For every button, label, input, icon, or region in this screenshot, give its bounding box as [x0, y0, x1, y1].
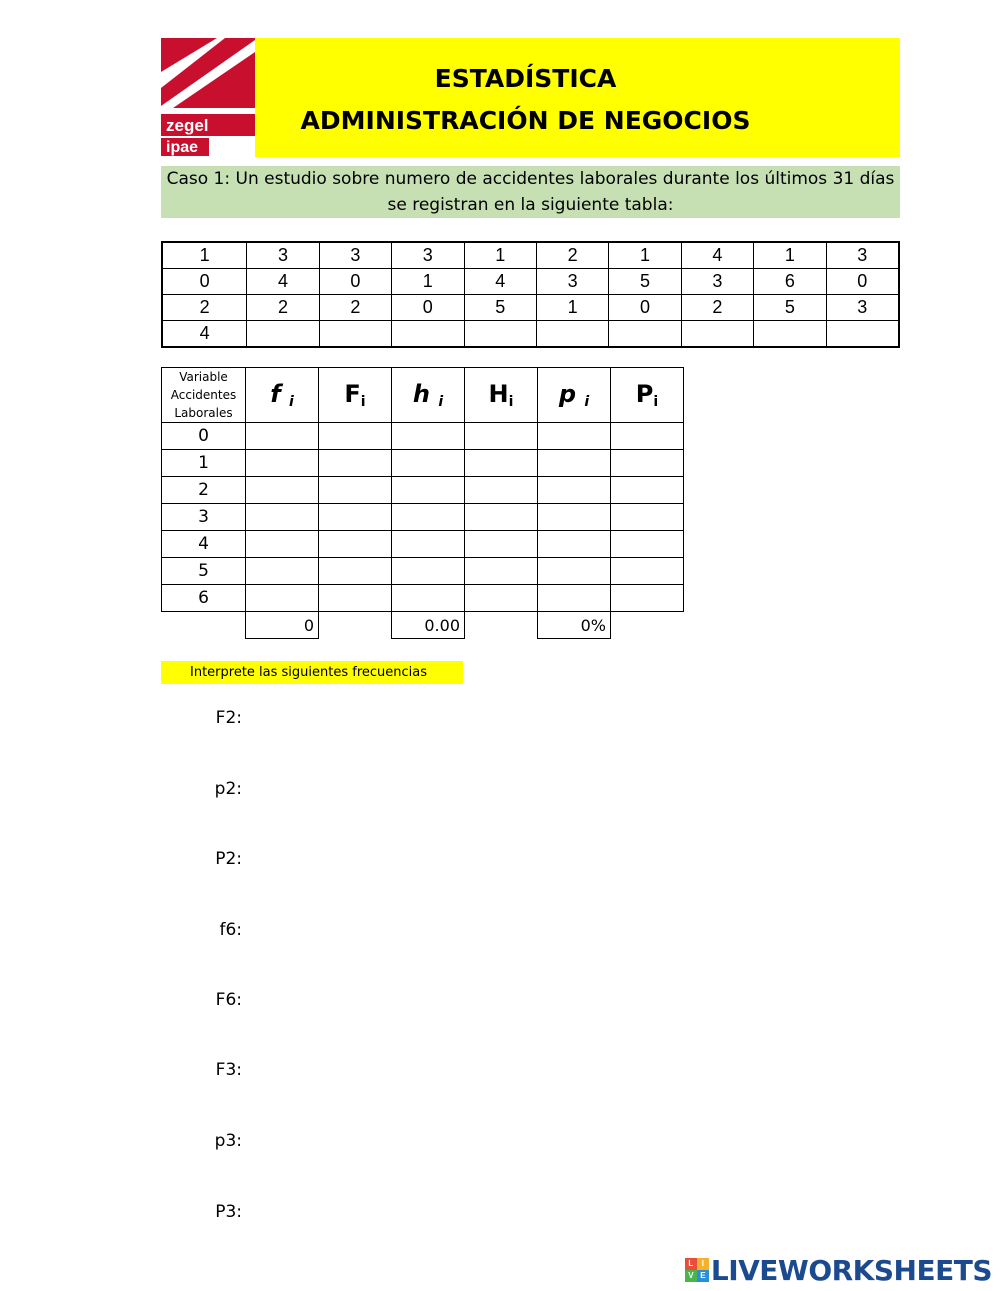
data-cell: 0	[319, 269, 391, 295]
frequency-row	[162, 531, 684, 558]
data-cell: 1	[162, 242, 247, 269]
answer-cell-Pi[interactable]	[611, 450, 684, 477]
question-label: p3:	[214, 1131, 242, 1151]
data-cell: 0	[826, 269, 899, 295]
data-cell	[536, 321, 608, 348]
answer-cell-pi[interactable]	[538, 450, 611, 477]
answer-cell-hi[interactable]	[392, 477, 465, 504]
answer-cell-hi[interactable]	[392, 450, 465, 477]
question-label: F3:	[215, 1060, 242, 1080]
data-cell	[247, 321, 319, 348]
data-cell	[464, 321, 536, 348]
header-hi: h $_i$	[392, 368, 465, 423]
answer-cell-hi[interactable]	[392, 531, 465, 558]
variable-value: 1	[162, 450, 246, 477]
data-cell: 0	[609, 295, 681, 321]
total-pi: 0%	[538, 612, 611, 639]
liveworksheets-logo-icon: L I V E	[685, 1258, 709, 1282]
variable-value: 3	[162, 504, 246, 531]
data-cell: 3	[319, 242, 391, 269]
data-cell	[392, 321, 464, 348]
frequency-row	[162, 477, 684, 504]
title-band	[255, 38, 900, 157]
variable-value: 6	[162, 585, 246, 612]
answer-cell-Hi[interactable]	[465, 558, 538, 585]
answer-cell-fi[interactable]	[246, 531, 319, 558]
frequency-table	[161, 367, 684, 639]
data-cell: 2	[247, 295, 319, 321]
frequency-row	[162, 450, 684, 477]
header-Fi: $F_i$	[319, 368, 392, 423]
frequency-row	[162, 585, 684, 612]
header-Hi: $H_i$	[465, 368, 538, 423]
question-label: p2:	[214, 779, 242, 799]
answer-cell-Fi[interactable]	[319, 450, 392, 477]
answer-cell-pi[interactable]	[538, 585, 611, 612]
answer-cell-Hi[interactable]	[465, 477, 538, 504]
answer-cell-pi[interactable]	[538, 423, 611, 450]
answer-cell-Hi[interactable]	[465, 585, 538, 612]
title-line-1: ESTADÍSTICA	[434, 64, 617, 93]
data-cell: 0	[162, 269, 247, 295]
data-cell: 1	[464, 242, 536, 269]
variable-value: 2	[162, 477, 246, 504]
data-cell	[826, 321, 899, 348]
answer-cell-Fi[interactable]	[319, 531, 392, 558]
answer-cell-Hi[interactable]	[465, 423, 538, 450]
data-cell: 6	[754, 269, 826, 295]
answer-cell-Hi[interactable]	[465, 531, 538, 558]
answer-cell-hi[interactable]	[392, 585, 465, 612]
data-cell: 4	[681, 242, 753, 269]
totals-row	[162, 612, 684, 639]
data-cell: 1	[609, 242, 681, 269]
answer-cell-Hi[interactable]	[465, 504, 538, 531]
data-cell: 4	[464, 269, 536, 295]
answer-cell-Fi[interactable]	[319, 504, 392, 531]
data-cell	[681, 321, 753, 348]
case-text-line-2: se registran en la siguiente tabla:	[387, 195, 674, 215]
answer-cell-Pi[interactable]	[611, 585, 684, 612]
answer-cell-hi[interactable]	[392, 504, 465, 531]
answer-cell-Hi[interactable]	[465, 450, 538, 477]
data-cell: 1	[754, 242, 826, 269]
interpret-instructions: Interprete las siguientes frecuencias	[161, 661, 463, 684]
answer-cell-fi[interactable]	[246, 558, 319, 585]
variable-value: 4	[162, 531, 246, 558]
answer-cell-pi[interactable]	[538, 477, 611, 504]
case-description	[161, 166, 900, 218]
header-Pi: $P_i$	[611, 368, 684, 423]
answer-cell-Pi[interactable]	[611, 558, 684, 585]
brand-text: LIVEWORKSHEETS	[710, 1253, 992, 1287]
answer-cell-Pi[interactable]	[611, 504, 684, 531]
question-label: P2:	[215, 849, 242, 869]
data-cell	[319, 321, 391, 348]
data-cell: 5	[464, 295, 536, 321]
data-cell: 3	[826, 295, 899, 321]
data-cell: 4	[247, 269, 319, 295]
answer-cell-Fi[interactable]	[319, 558, 392, 585]
answer-cell-hi[interactable]	[392, 423, 465, 450]
data-cell	[754, 321, 826, 348]
data-cell: 2	[162, 295, 247, 321]
data-cell: 3	[826, 242, 899, 269]
answer-cell-fi[interactable]	[246, 423, 319, 450]
answer-cell-fi[interactable]	[246, 585, 319, 612]
liveworksheets-brand	[685, 1254, 992, 1286]
data-cell: 3	[681, 269, 753, 295]
answer-cell-pi[interactable]	[538, 558, 611, 585]
data-row	[162, 269, 899, 295]
answer-cell-fi[interactable]	[246, 450, 319, 477]
data-cell: 1	[392, 269, 464, 295]
data-table	[161, 241, 900, 348]
data-cell: 5	[609, 269, 681, 295]
data-cell: 3	[536, 269, 608, 295]
total-fi: 0	[246, 612, 319, 639]
answer-cell-Pi[interactable]	[611, 477, 684, 504]
data-cell: 0	[392, 295, 464, 321]
title-line-2: ADMINISTRACIÓN DE NEGOCIOS	[300, 106, 751, 135]
frequency-row	[162, 423, 684, 450]
answer-cell-Fi[interactable]	[319, 585, 392, 612]
logo-text-ipae: ipae	[166, 139, 199, 156]
data-cell: 3	[392, 242, 464, 269]
data-row	[162, 242, 899, 269]
answer-cell-Fi[interactable]	[319, 423, 392, 450]
question-label: F6:	[215, 990, 242, 1010]
header-pi: p $_i$	[538, 368, 611, 423]
zegel-ipae-logo	[161, 38, 255, 156]
data-cell: 5	[754, 295, 826, 321]
answer-cell-pi[interactable]	[538, 504, 611, 531]
variable-value: 0	[162, 423, 246, 450]
data-row	[162, 295, 899, 321]
answer-cell-Pi[interactable]	[611, 531, 684, 558]
logo-text-zegel: zegel	[166, 116, 209, 135]
question-label: f6:	[219, 920, 242, 940]
variable-header: Variable Accidentes Laborales	[162, 368, 246, 423]
question-label: F2:	[215, 708, 242, 728]
answer-cell-hi[interactable]	[392, 558, 465, 585]
data-cell	[609, 321, 681, 348]
question-label: P3:	[215, 1202, 242, 1222]
data-cell: 2	[319, 295, 391, 321]
answer-cell-pi[interactable]	[538, 531, 611, 558]
data-cell: 2	[681, 295, 753, 321]
total-hi: 0.00	[392, 612, 465, 639]
variable-value: 5	[162, 558, 246, 585]
answer-cell-fi[interactable]	[246, 504, 319, 531]
answer-cell-Pi[interactable]	[611, 423, 684, 450]
frequency-header-row	[162, 368, 684, 423]
data-row	[162, 321, 899, 348]
header-fi: f $_i$	[246, 368, 319, 423]
answer-cell-fi[interactable]	[246, 477, 319, 504]
data-cell: 2	[536, 242, 608, 269]
frequency-row	[162, 558, 684, 585]
case-text-line-1: Caso 1: Un estudio sobre numero de accidentes laborales durante los últimos 31 días	[166, 169, 895, 189]
data-cell: 1	[536, 295, 608, 321]
answer-cell-Fi[interactable]	[319, 477, 392, 504]
data-cell: 4	[162, 321, 247, 348]
data-cell: 3	[247, 242, 319, 269]
frequency-row	[162, 504, 684, 531]
